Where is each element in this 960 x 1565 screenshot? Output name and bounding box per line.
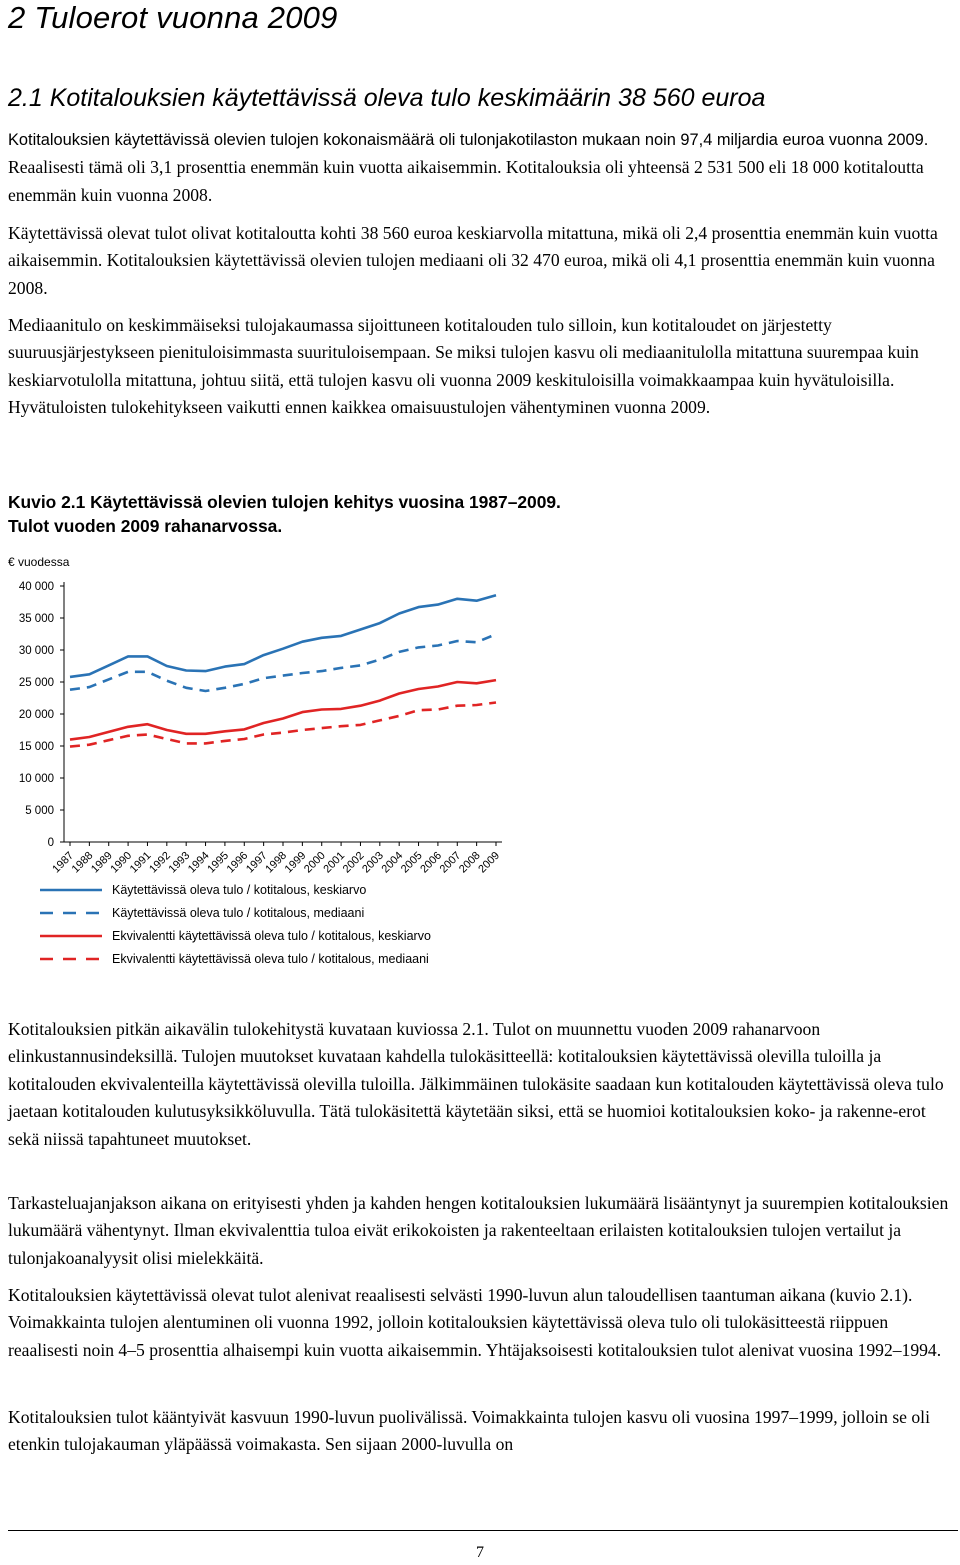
x-tick-label: 2000: [302, 849, 328, 876]
x-tick-label: 2004: [379, 849, 406, 876]
intro-serif-text: Reaalisesti tämä oli 3,1 prosenttia enemmän kuin vuotta aikaisemmin. Kotitalouksia oli yhteensä 2 531 500 eli 18 000 kotitaloutta enemmän kuin vuonna 2008.: [8, 157, 924, 205]
x-tick-label: 2008: [456, 849, 483, 876]
x-tick-label: 1998: [263, 849, 290, 876]
series-line-2: [70, 634, 496, 691]
legend-label-2: Käytettävissä oleva tulo / kotitalous, mediaani: [112, 906, 365, 920]
series-line-4: [70, 703, 496, 747]
x-tick-label: 1994: [185, 849, 212, 876]
page-number: 7: [476, 1544, 484, 1561]
y-tick-label: 5 000: [25, 805, 54, 817]
x-tick-label: 2003: [360, 849, 386, 876]
legend-label-1: Käytettävissä oleva tulo / kotitalous, keskiarvo: [112, 883, 367, 897]
x-tick-label: 1987: [50, 849, 77, 876]
paragraph-median-explanation: Mediaanitulo on keskimmäiseksi tulojakaumassa sijoittuneen kotitalouden tulo silloin, kun kotitaloudet on järjestetty suuruusjärjestykseen pienituloisimmasta suurituloisempaan. Se miksi tulojen kasvu oli mediaanitulolla mitattuna suurempaa kuin keskiarvotulolla mitattuna, johtuu siitä, että tulojen kasvu oli vuonna 2009 keskituloisilla voimakkaampaa kuin hyvätuloisilla. Hyvätuloisten tulokehitykseen vaikutti ennen kaikkea omaisuustulojen vähentyminen vuonna 2009.: [8, 315, 919, 418]
section-title: 2.1 Kotitalouksien käytettävissä oleva tulo keskimäärin 38 560 euroa: [8, 84, 766, 112]
figure-caption-line2: Tulot vuoden 2009 rahanarvossa.: [8, 516, 283, 536]
chart-legend: [40, 883, 431, 966]
x-tick-label: 1997: [243, 849, 270, 876]
intro-paragraph: [8, 126, 956, 209]
chapter-title: 2 Tuloerot vuonna 2009: [8, 0, 338, 35]
y-tick-label: 20 000: [18, 709, 54, 721]
series-line-3: [70, 680, 496, 740]
intro-sans-text: Kotitalouksien käytettävissä olevien tulojen kokonaismäärä oli tulonjakotilaston mukaan noin 97,4 miljardia euroa vuonna 2009.: [8, 131, 929, 149]
x-tick-label: 2009: [476, 849, 503, 876]
chart-axes: [8, 555, 502, 875]
x-tick-label: 2005: [398, 849, 425, 876]
figure-caption: [8, 490, 561, 538]
x-tick-label: 1999: [282, 849, 309, 876]
x-tick-label: 1992: [147, 849, 173, 876]
y-tick-label: 10 000: [18, 773, 54, 785]
x-tick-label: 1991: [127, 849, 154, 876]
x-tick-label: 1995: [205, 849, 232, 876]
y-tick-label: 25 000: [18, 677, 54, 689]
y-axis-title: € vuodessa: [8, 555, 70, 569]
y-tick-label: 30 000: [18, 645, 54, 657]
chart-lines: [70, 595, 496, 746]
x-tick-label: 1989: [89, 849, 115, 876]
footer-rule: [8, 1530, 958, 1531]
legend-label-3: Ekvivalentti käytettävissä oleva tulo / kotitalous, keskiarvo: [112, 929, 431, 943]
y-tick-label: 15 000: [18, 741, 54, 753]
x-tick-label: 1990: [108, 849, 135, 876]
figure-caption-line1: Kuvio 2.1 Käytettävissä olevien tulojen kehitys vuosina 1987–2009.: [8, 492, 561, 512]
legend-label-4: Ekvivalentti käytettävissä oleva tulo / kotitalous, mediaani: [112, 952, 429, 966]
y-tick-label: 35 000: [18, 613, 54, 625]
x-tick-label: 1996: [224, 849, 251, 876]
series-line-1: [70, 595, 496, 677]
x-tick-label: 1988: [69, 849, 96, 876]
x-tick-label: 2001: [321, 849, 348, 876]
x-tick-label: 2007: [437, 849, 464, 876]
income-line-chart: [0, 548, 520, 978]
x-tick-label: 1993: [166, 849, 193, 876]
y-tick-label: 0: [47, 837, 54, 849]
y-tick-label: 40 000: [18, 581, 54, 593]
paragraph-recession: Kotitalouksien käytettävissä olevat tulot alenivat reaalisesti selvästi 1990-luvun alun taloudellisen taantuman aikana (kuvio 2.1). Voimakkainta tulojen alentuminen oli vuonna 1992, jolloin kotitalouksien käytettävissä oleva tulo oli tulokäsitteestä riippuen reaalisesti noin 4–5 prosenttia alhaisempi kuin vuotta aikaisemmin. Yhtäjaksoisesti kotitalouksien tulot alenivat vuosina 1992–1994.: [8, 1285, 942, 1360]
x-tick-label: 2006: [418, 849, 445, 876]
paragraph-household-size: Tarkasteluajanjakson aikana on erityisesti yhden ja kahden hengen kotitalouksien lukumäärä lisääntynyt ja suurempien kotitalouksien lukumäärä vähentynyt. Ilman ekvivalenttia tuloa eivät erikokoisten ja rakenteeltaan erilaisten kotitalouksien tulojen vertailut ja tulonjakoanalyysit olisi mielekkäitä.: [8, 1193, 949, 1268]
x-tick-label: 2002: [340, 849, 367, 876]
paragraph-mean-median: Käytettävissä olevat tulot olivat kotitaloutta kohti 38 560 euroa keskiarvolla mitattuna, mikä oli 2,4 prosenttia enemmän kuin vuotta aikaisemmin. Kotitalouksien käytettävissä olevien tulojen mediaani oli 32 470 euroa, mikä oli 4,1 prosenttia enemmän kuin vuonna 2008.: [8, 223, 938, 298]
paragraph-long-term: Kotitalouksien pitkän aikavälin tulokehitystä kuvataan kuviossa 2.1. Tulot on muunnettu vuoden 2009 rahanarvoon elinkustannusindeksillä. Tulojen muutokset kuvataan kahdella tulokäsitteellä: kotitalouksien käytettävissä olevilla tuloilla ja kotitalouden ekvivalenteilla käytettävissä olevilla tuloilla. Jälkimmäinen tulokäsite saadaan kun kotitalouden käytettävissä oleva tulo jaetaan kotitalouden kulutusyksikköluvulla. Tätä tulokäsitettä käytetään siksi, että se huomioi kotitalouksien koko- ja rakenne-erot sekä niissä tapahtuneet muutokset.: [8, 1019, 944, 1149]
paragraph-recovery: Kotitalouksien tulot kääntyivät kasvuun 1990-luvun puolivälissä. Voimakkainta tulojen kasvu oli vuosina 1997–1999, jolloin se oli etenkin tulojakauman yläpäässä voimakasta. Sen sijaan 2000-luvulla on: [8, 1407, 930, 1455]
